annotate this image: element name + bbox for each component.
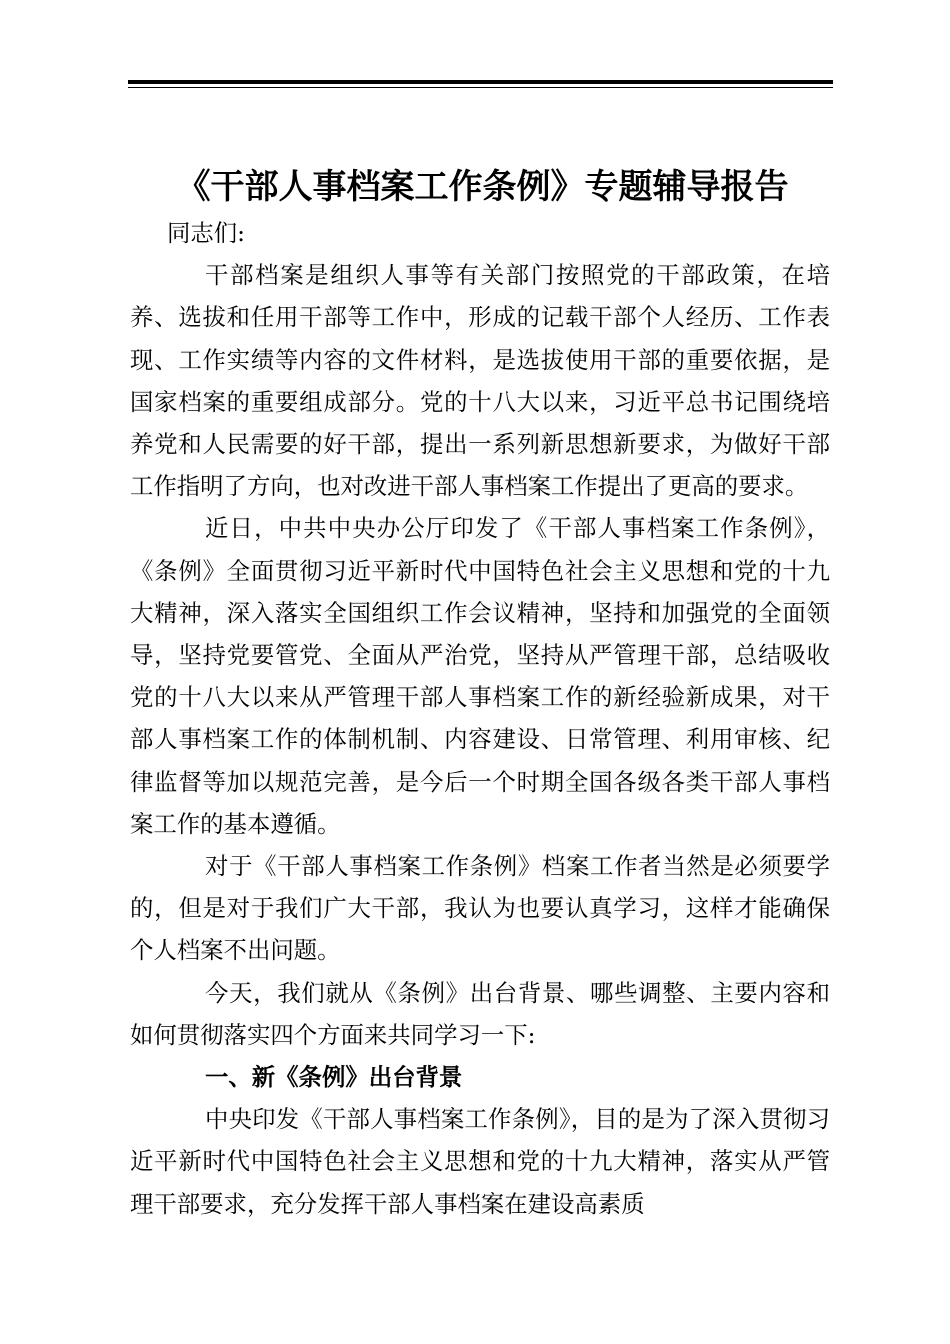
paragraph-why-study: 对于《干部人事档案工作条例》档案工作者当然是必须要学的，但是对于我们广大干部，我认为也要认真学习，这样才能确保个人档案不出问题。: [130, 852, 830, 965]
document-body: [130, 212, 830, 1225]
section-heading: 一、新《条例》出台背景: [205, 1063, 463, 1092]
paragraph-regulation-issued: 近日，中共中央办公厅印发了《干部人事档案工作条例》，《条例》全面贯彻习近平新时代中国特色社会主义思想和党的十九大精神，深入落实全国组织工作会议精神，坚持和加强党的全面领导，坚持党要管党、全面从严治党，坚持从严管理干部，总结吸收党的十八大以来从严管理干部人事档案工作的新经验新成果，对干部人事档案工作的体制机制、内容建设、日常管理、利用审核、纪律监督等加以规范完善，是今后一个时期全国各级各类干部人事档案工作的基本遵循。: [130, 514, 830, 838]
paragraph-outline: 今天，我们就从《条例》出台背景、哪些调整、主要内容和如何贯彻落实四个方面来共同学习一下:: [130, 978, 830, 1049]
header-double-rule-thin: [128, 87, 833, 88]
paragraph-intro: 干部档案是组织人事等有关部门按照党的干部政策，在培养、选拔和任用干部等工作中，形成的记载干部个人经历、工作表现、工作实绩等内容的文件材料，是选拔使用干部的重要依据，是国家档案的重要组成部分。党的十八大以来，习近平总书记围绕培养党和人民需要的好干部，提出一系列新思想新要求，为做好干部工作指明了方向，也对改进干部人事档案工作提出了更高的要求。: [130, 261, 830, 501]
header-double-rule-thick: [128, 80, 833, 84]
salutation: 同志们:: [167, 219, 246, 247]
document-title: 《干部人事档案工作条例》专题辅导报告: [176, 167, 789, 207]
paragraph-section-background: 中央印发《干部人事档案工作条例》，目的是为了深入贯彻习近平新时代中国特色社会主义思想和党的十九大精神，落实从严管理干部要求，充分发挥干部人事档案在建设高素质: [130, 1105, 830, 1218]
